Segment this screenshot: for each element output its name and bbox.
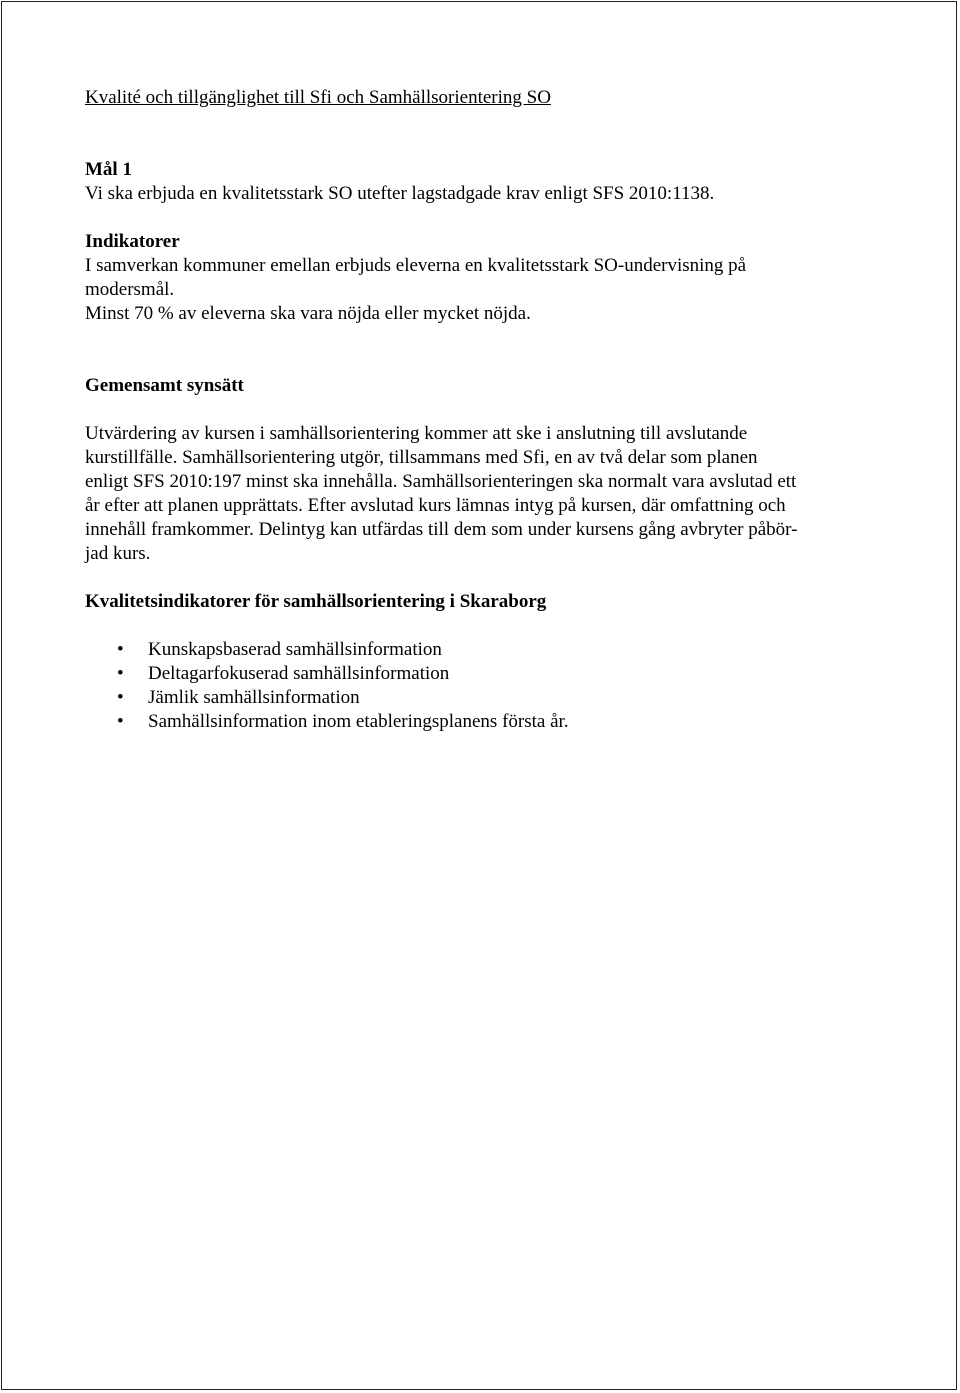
paragraph-line: enligt SFS 2010:197 minst ska innehålla. Samhällsorienteringen ska normalt vara avslutad ett — [85, 471, 797, 492]
quality-indicators-list — [85, 638, 885, 734]
bullet-icon: • — [117, 663, 124, 684]
indicators-line-1: I samverkan kommuner emellan erbjuds eleverna en kvalitetsstark SO-undervisning på — [85, 255, 747, 276]
list-item-label: Deltagarfokuserad samhällsinformation — [148, 663, 450, 684]
goal-text: Vi ska erbjuda en kvalitetsstark SO utefter lagstadgade krav enligt SFS 2010:1138. — [85, 183, 715, 204]
paragraph-line: kurstillfälle. Samhällsorientering utgör, tillsammans med Sfi, en av två delar som planen — [85, 447, 758, 468]
indicators-line-2: modersmål. — [85, 279, 175, 300]
list-item — [85, 638, 885, 662]
paragraph-line: Utvärdering av kursen i samhällsorientering kommer att ske i anslutning till avslutande — [85, 423, 748, 444]
paragraph-line: år efter att planen upprättats. Efter avslutad kurs lämnas intyg på kursen, där omfattning och — [85, 495, 786, 516]
indicators-line-3: Minst 70 % av eleverna ska vara nöjda eller mycket nöjda. — [85, 303, 531, 324]
common-approach-heading: Gemensamt synsätt — [85, 375, 244, 396]
quality-indicators-heading: Kvalitetsindikatorer för samhällsorientering i Skaraborg — [85, 591, 547, 612]
paragraph-line: jad kurs. — [85, 543, 151, 564]
document-page — [1, 1, 957, 1390]
bullet-icon: • — [117, 687, 124, 708]
list-item-label: Jämlik samhällsinformation — [148, 687, 360, 708]
indicators-heading: Indikatorer — [85, 231, 180, 252]
list-item-label: Kunskapsbaserad samhällsinformation — [148, 639, 442, 660]
list-item-label: Samhällsinformation inom etableringsplanens första år. — [148, 711, 569, 732]
document-content — [85, 86, 885, 734]
list-item — [85, 710, 885, 734]
paragraph-line: innehåll framkommer. Delintyg kan utfärdas till dem som under kursens gång avbryter påbör- — [85, 519, 798, 540]
list-item — [85, 686, 885, 710]
common-approach-paragraph — [85, 422, 875, 566]
bullet-icon: • — [117, 711, 124, 732]
bullet-icon: • — [117, 639, 124, 660]
document-title: Kvalité och tillgänglighet till Sfi och Samhällsorientering SO — [85, 87, 551, 108]
list-item — [85, 662, 885, 686]
goal-heading: Mål 1 — [85, 159, 132, 180]
